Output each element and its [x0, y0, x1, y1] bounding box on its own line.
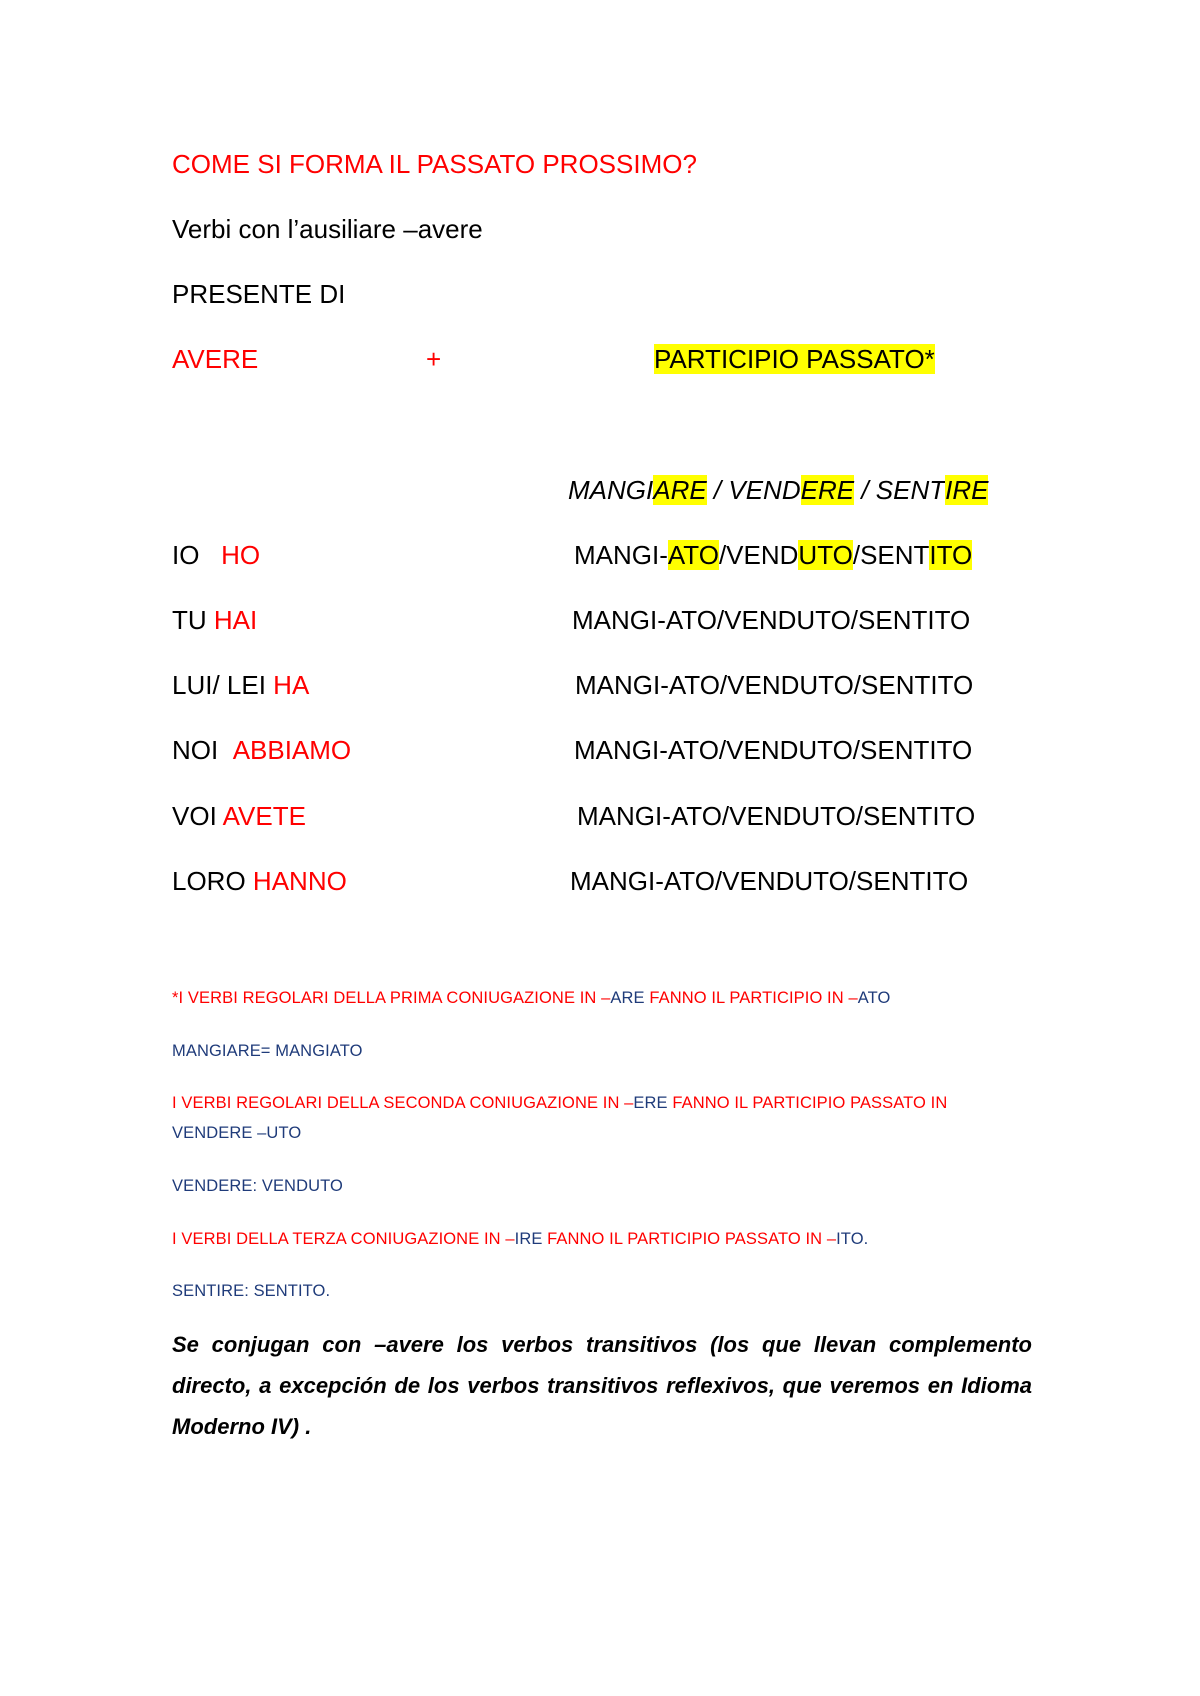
pronoun: TU: [172, 605, 207, 635]
note-paragraph: Se conjugan con –avere los verbos transitivos (los que llevan complemento directo, a excepción de los verbos transitivos reflexivos, que veremos en Idioma Moderno IV) .: [172, 1332, 1032, 1439]
rule-ending: ATO: [857, 989, 891, 1007]
presente-label: PRESENTE DI: [172, 279, 346, 309]
rule-text: FANNO IL PARTICIPIO PASSATO IN –: [542, 1230, 837, 1248]
rule-text: FANNO IL PARTICIPIO PASSATO IN: [667, 1094, 948, 1112]
conj-row-voi: [172, 800, 306, 832]
aux-verb: ABBIAMO: [232, 735, 352, 765]
rule-ending: ARE: [610, 989, 645, 1007]
inf-ending-ire: IRE: [945, 475, 989, 505]
rule-second-line2: VENDERE –UTO: [172, 1124, 302, 1142]
aux-verb: AVETE: [222, 801, 306, 831]
rule-ending: ERE: [633, 1094, 668, 1112]
rule-text: FANNO IL PARTICIPIO IN –: [644, 989, 858, 1007]
aux-verb: HAI: [213, 605, 258, 635]
participle-tu: MANGI-ATO/VENDUTO/SENTITO: [572, 605, 971, 635]
conj-row-loro: [172, 865, 347, 897]
formula-plus: +: [426, 344, 442, 374]
part-vend: /VEND: [718, 540, 799, 570]
inf-vend: / VEND: [706, 475, 801, 505]
rule-text: I VERBI DELLA TERZA CONIUGAZIONE IN –: [172, 1230, 515, 1248]
inf-mangi: MANGI: [568, 475, 654, 505]
part-mangi: MANGI-: [574, 540, 668, 570]
participle-lui-lei: MANGI-ATO/VENDUTO/SENTITO: [575, 670, 974, 700]
conj-row-lui-lei: [172, 669, 309, 701]
pronoun: LUI/ LEI: [172, 670, 266, 700]
aux-verb: HA: [273, 670, 310, 700]
conj-row-noi: [172, 734, 351, 766]
participle-io: [574, 539, 972, 571]
participle-loro: MANGI-ATO/VENDUTO/SENTITO: [570, 866, 969, 896]
inf-ending-are: ARE: [653, 475, 707, 505]
example-vendere: VENDERE: VENDUTO: [172, 1177, 343, 1195]
conj-row-io: [172, 539, 260, 571]
formula-avere: AVERE: [172, 344, 259, 374]
pronoun: VOI: [172, 801, 217, 831]
infinitives-line: [568, 474, 988, 506]
participle-voi: MANGI-ATO/VENDUTO/SENTITO: [577, 801, 976, 831]
rule-first-conjugation: [172, 987, 890, 1009]
part-sent: /SENT: [852, 540, 930, 570]
rule-text: *I VERBI REGOLARI DELLA PRIMA CONIUGAZIONE IN –: [172, 989, 611, 1007]
rule-ending: ITO.: [836, 1230, 869, 1248]
rule-third-conjugation: [172, 1228, 868, 1250]
participio-highlight: PARTICIPIO PASSATO*: [654, 344, 935, 374]
inf-ending-ere: ERE: [800, 475, 855, 505]
aux-verb: HO: [221, 540, 261, 570]
pronoun: LORO: [172, 866, 246, 896]
inf-sent: / SENT: [854, 475, 946, 505]
part-ending-ato: ATO: [667, 540, 719, 570]
participle-noi: MANGI-ATO/VENDUTO/SENTITO: [574, 735, 973, 765]
formula-participio: [654, 343, 935, 375]
rule-ending: IRE: [514, 1230, 543, 1248]
part-ending-ito: ITO: [929, 540, 973, 570]
pronoun: NOI: [172, 735, 219, 765]
part-ending-uto: UTO: [798, 540, 853, 570]
rule-second-conjugation: [172, 1092, 947, 1114]
example-sentire: SENTIRE: SENTITO.: [172, 1282, 331, 1300]
subtitle: Verbi con l’ausiliare –avere: [172, 214, 483, 244]
page-title: COME SI FORMA IL PASSATO PROSSIMO?: [172, 149, 697, 179]
rule-text: I VERBI REGOLARI DELLA SECONDA CONIUGAZIONE IN –: [172, 1094, 634, 1112]
conj-row-tu: [172, 604, 257, 636]
example-mangiare: MANGIARE= MANGIATO: [172, 1042, 363, 1060]
aux-verb: HANNO: [252, 866, 347, 896]
pronoun: IO: [172, 540, 200, 570]
